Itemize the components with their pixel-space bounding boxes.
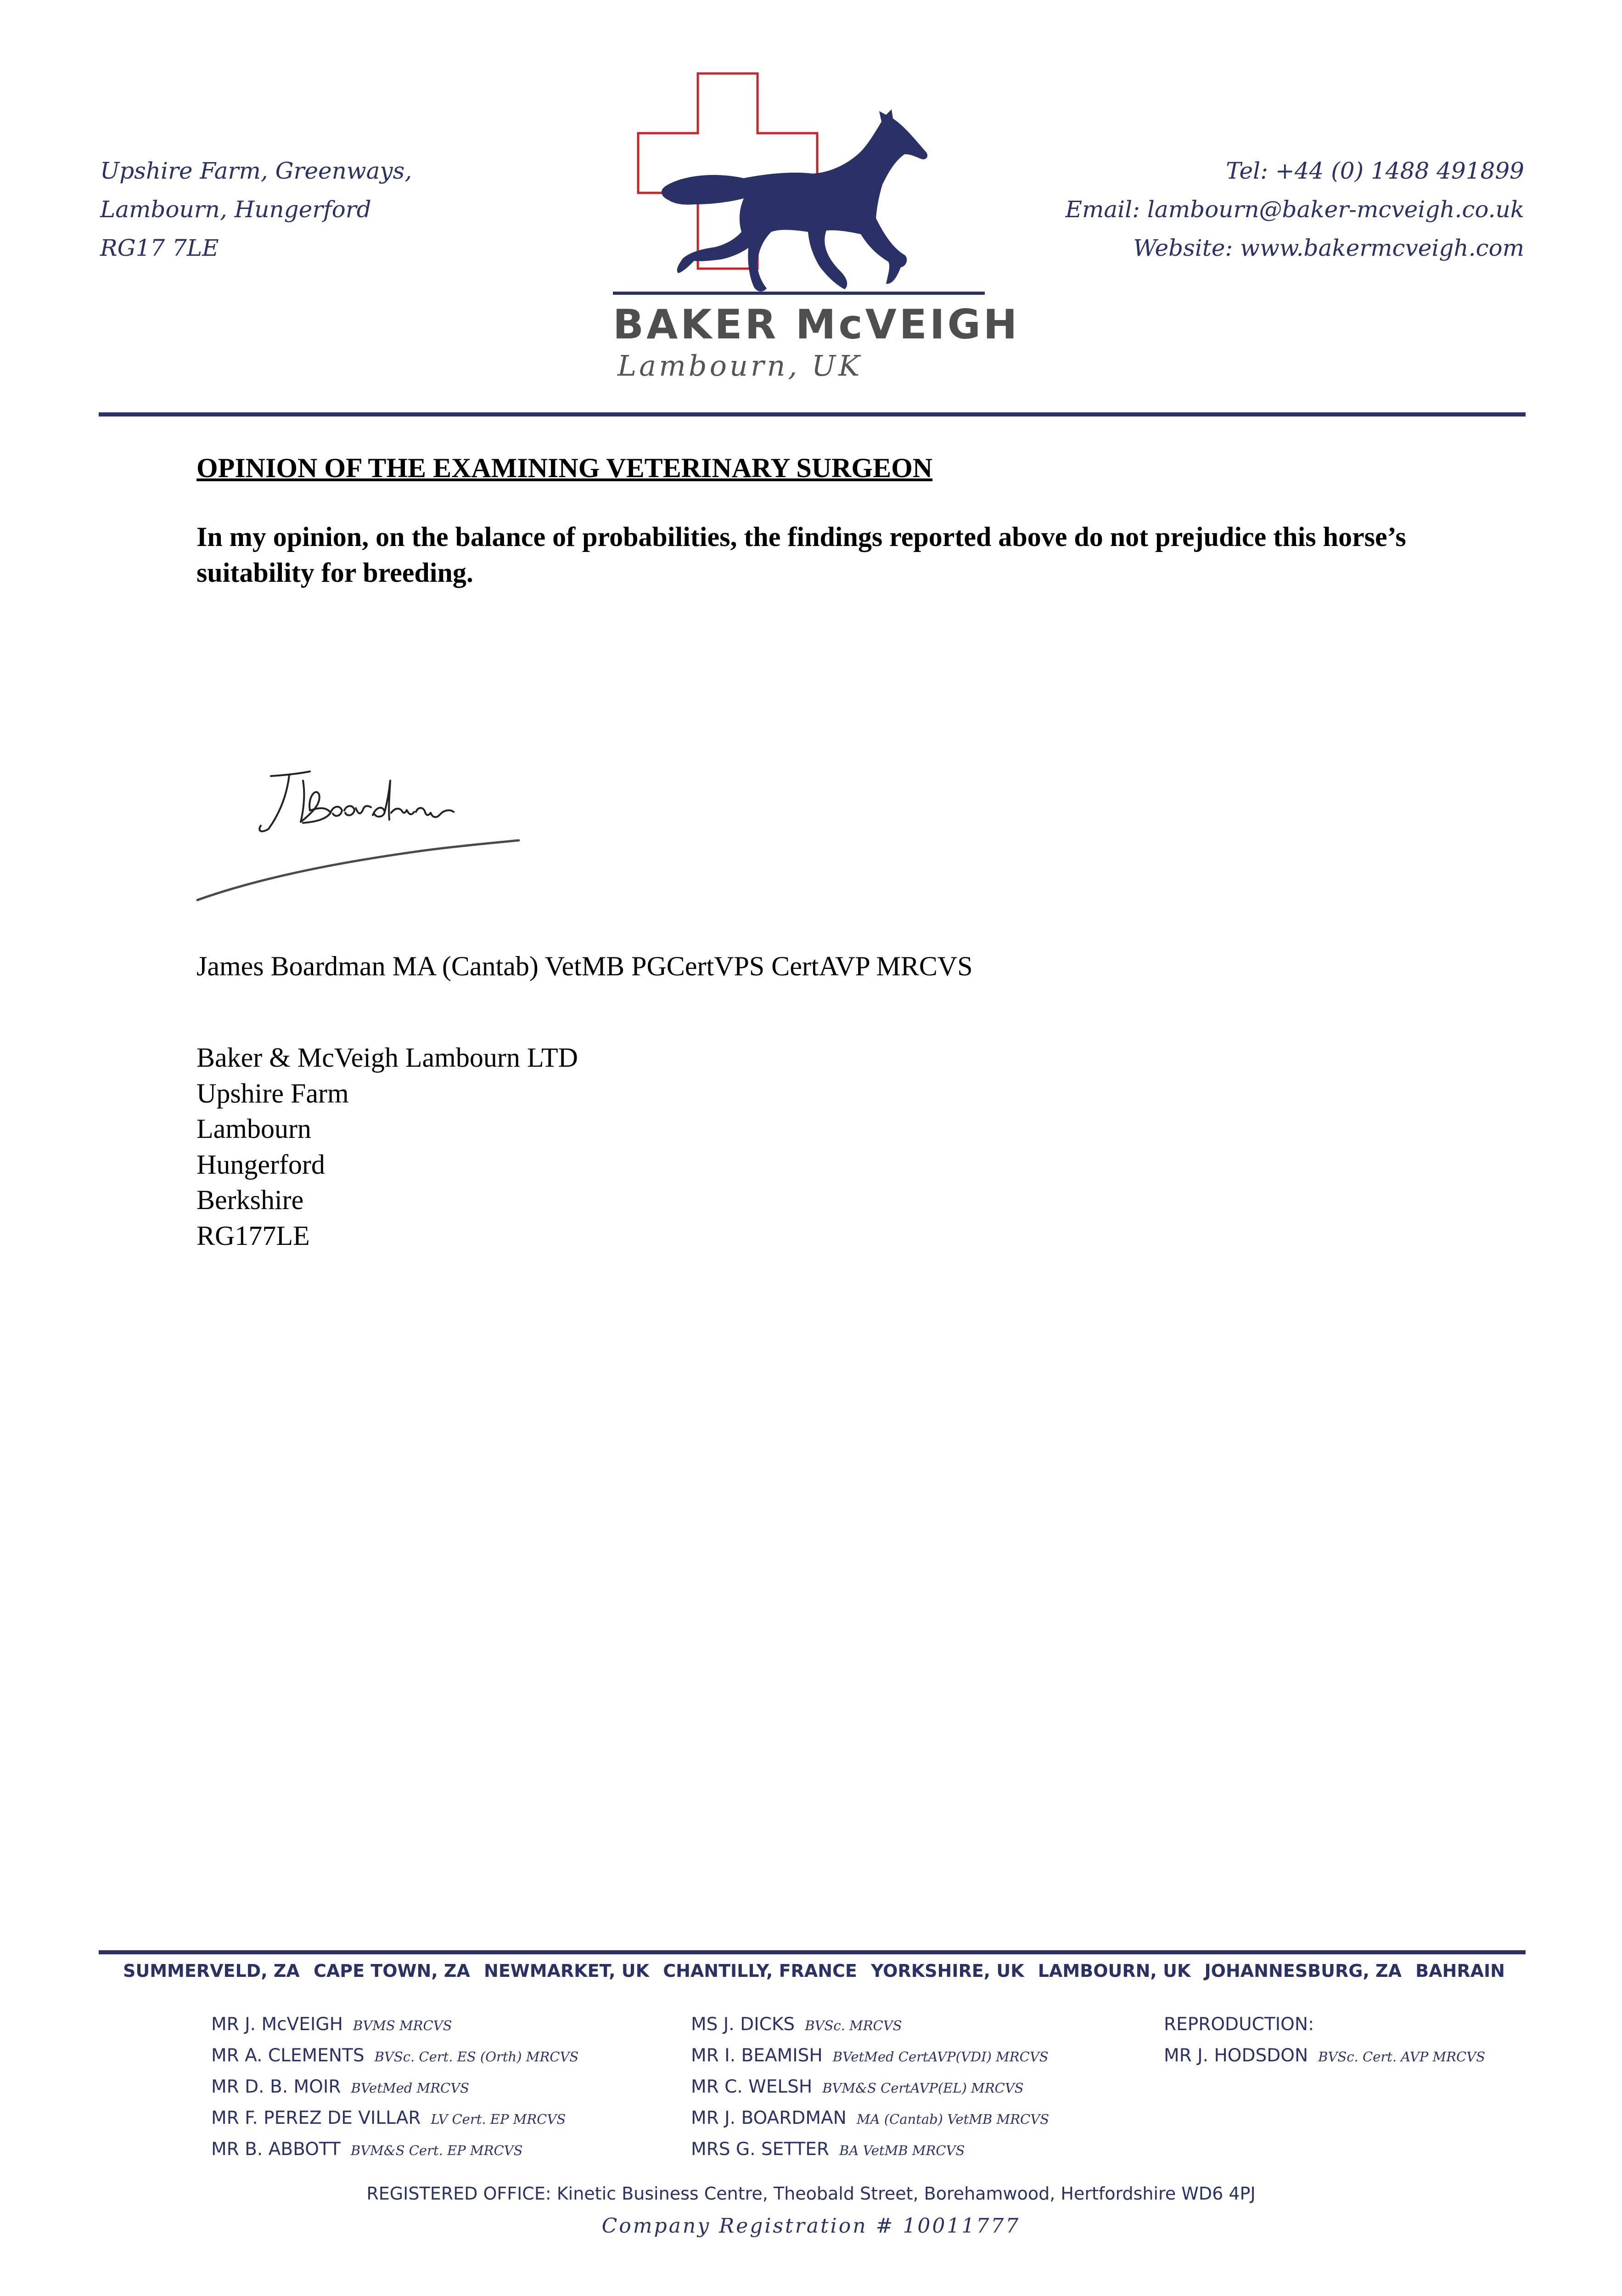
- brand-name: BAKER McVEIGH: [613, 301, 1020, 348]
- staff-name: MR B. ABBOTT: [211, 2139, 341, 2160]
- location-item: CHANTILLY, FRANCE: [663, 1961, 857, 1981]
- address-line: RG17 7LE: [100, 235, 219, 261]
- staff-name: MR J. HODSDON: [1164, 2045, 1308, 2066]
- address-line: Lambourn, Hungerford: [100, 196, 371, 223]
- staff-entry: [211, 2040, 578, 2071]
- staff-column: [211, 2009, 578, 2165]
- registered-office: REGISTERED OFFICE: Kinetic Business Centre, Theobald Street, Borehamwood, Hertfordshire WD6 4PJ: [366, 2183, 1256, 2204]
- location-list: [123, 1961, 1505, 1981]
- location-item: JOHANNESBURG, ZA: [1204, 1961, 1402, 1981]
- staff-entry: [691, 2071, 1049, 2103]
- staff-entry: [1164, 2040, 1485, 2071]
- brand-subtitle: Lambourn, UK: [617, 349, 863, 383]
- opinion-heading: OPINION OF THE EXAMINING VETERINARY SURGEON: [196, 453, 933, 483]
- company-address: [196, 1040, 578, 1254]
- footer-divider: [99, 1950, 1526, 1954]
- address-line: RG177LE: [196, 1220, 310, 1251]
- horse-icon: [662, 109, 927, 292]
- contact-phone: Tel: +44 (0) 1488 491899: [1226, 158, 1524, 184]
- staff-qualifications: BVetMed CertAVP(VDI) MRCVS: [832, 2049, 1049, 2065]
- staff-qualifications: BVSc. Cert. ES (Orth) MRCVS: [374, 2049, 579, 2065]
- staff-qualifications: BVM&S CertAVP(EL) MRCVS: [822, 2080, 1024, 2096]
- staff-name: MR J. BOARDMAN: [691, 2108, 847, 2128]
- staff-entry: [211, 2103, 578, 2134]
- staff-qualifications: MA (Cantab) VetMB MRCVS: [856, 2111, 1050, 2127]
- address-line: Upshire Farm: [196, 1078, 349, 1109]
- location-item: NEWMARKET, UK: [484, 1961, 650, 1981]
- opinion-statement: In my opinion, on the balance of probabilities, the findings reported above do not prejudice this horse’s suitability for breeding.: [196, 522, 1406, 588]
- staff-entry: [1164, 2009, 1485, 2040]
- address-line: Lambourn: [196, 1114, 311, 1144]
- staff-name: MR D. B. MOIR: [211, 2077, 341, 2097]
- staff-qualifications: LV Cert. EP MRCVS: [431, 2111, 566, 2127]
- address-line: Upshire Farm, Greenways,: [100, 158, 412, 184]
- handwritten-signature: [193, 762, 523, 905]
- header-address: [100, 152, 412, 267]
- staff-entry: [691, 2040, 1049, 2071]
- staff-entry: [691, 2134, 1049, 2165]
- staff-qualifications: BA VetMB MRCVS: [839, 2143, 965, 2158]
- reproduction-heading: REPRODUCTION:: [1164, 2014, 1314, 2035]
- location-item: YORKSHIRE, UK: [870, 1961, 1024, 1981]
- header-contact: [1065, 152, 1524, 267]
- company-registration: Company Registration # 10011777: [601, 2214, 1021, 2238]
- staff-entry: [691, 2103, 1049, 2134]
- staff-qualifications: BVSc. MRCVS: [805, 2018, 902, 2033]
- staff-entry: [691, 2009, 1049, 2040]
- staff-qualifications: BVM&S Cert. EP MRCVS: [350, 2143, 523, 2158]
- address-line: Berkshire: [196, 1185, 304, 1215]
- staff-qualifications: BVetMed MRCVS: [351, 2080, 470, 2096]
- staff-name: MS J. DICKS: [691, 2014, 795, 2035]
- location-item: SUMMERVELD, ZA: [123, 1961, 300, 1981]
- staff-entry: [211, 2071, 578, 2103]
- location-item: LAMBOURN, UK: [1038, 1961, 1191, 1981]
- header-divider: [99, 412, 1526, 416]
- staff-name: MR A. CLEMENTS: [211, 2045, 365, 2066]
- staff-name: MR C. WELSH: [691, 2077, 813, 2097]
- address-line: Hungerford: [196, 1149, 325, 1180]
- contact-website: Website: www.bakermcveigh.com: [1133, 235, 1524, 261]
- staff-column: [1164, 2009, 1485, 2071]
- staff-name: MR I. BEAMISH: [691, 2045, 823, 2066]
- contact-email: Email: lambourn@baker-mcveigh.co.uk: [1065, 196, 1524, 223]
- location-item: BAHRAIN: [1415, 1961, 1505, 1981]
- staff-entry: [211, 2009, 578, 2040]
- staff-name: MRS G. SETTER: [691, 2139, 830, 2160]
- staff-qualifications: BVMS MRCVS: [353, 2018, 452, 2033]
- staff-entry: [211, 2134, 578, 2165]
- staff-name: MR F. PEREZ DE VILLAR: [211, 2108, 421, 2128]
- staff-name: MR J. McVEIGH: [211, 2014, 343, 2035]
- staff-column: [691, 2009, 1049, 2165]
- signatory-name: James Boardman MA (Cantab) VetMB PGCertVPS CertAVP MRCVS: [196, 951, 973, 981]
- staff-qualifications: BVSc. Cert. AVP MRCVS: [1318, 2049, 1485, 2065]
- address-line: Baker & McVeigh Lambourn LTD: [196, 1042, 578, 1073]
- logo-underline: [613, 292, 985, 295]
- location-item: CAPE TOWN, ZA: [313, 1961, 470, 1981]
- red-cross-icon: [638, 73, 817, 269]
